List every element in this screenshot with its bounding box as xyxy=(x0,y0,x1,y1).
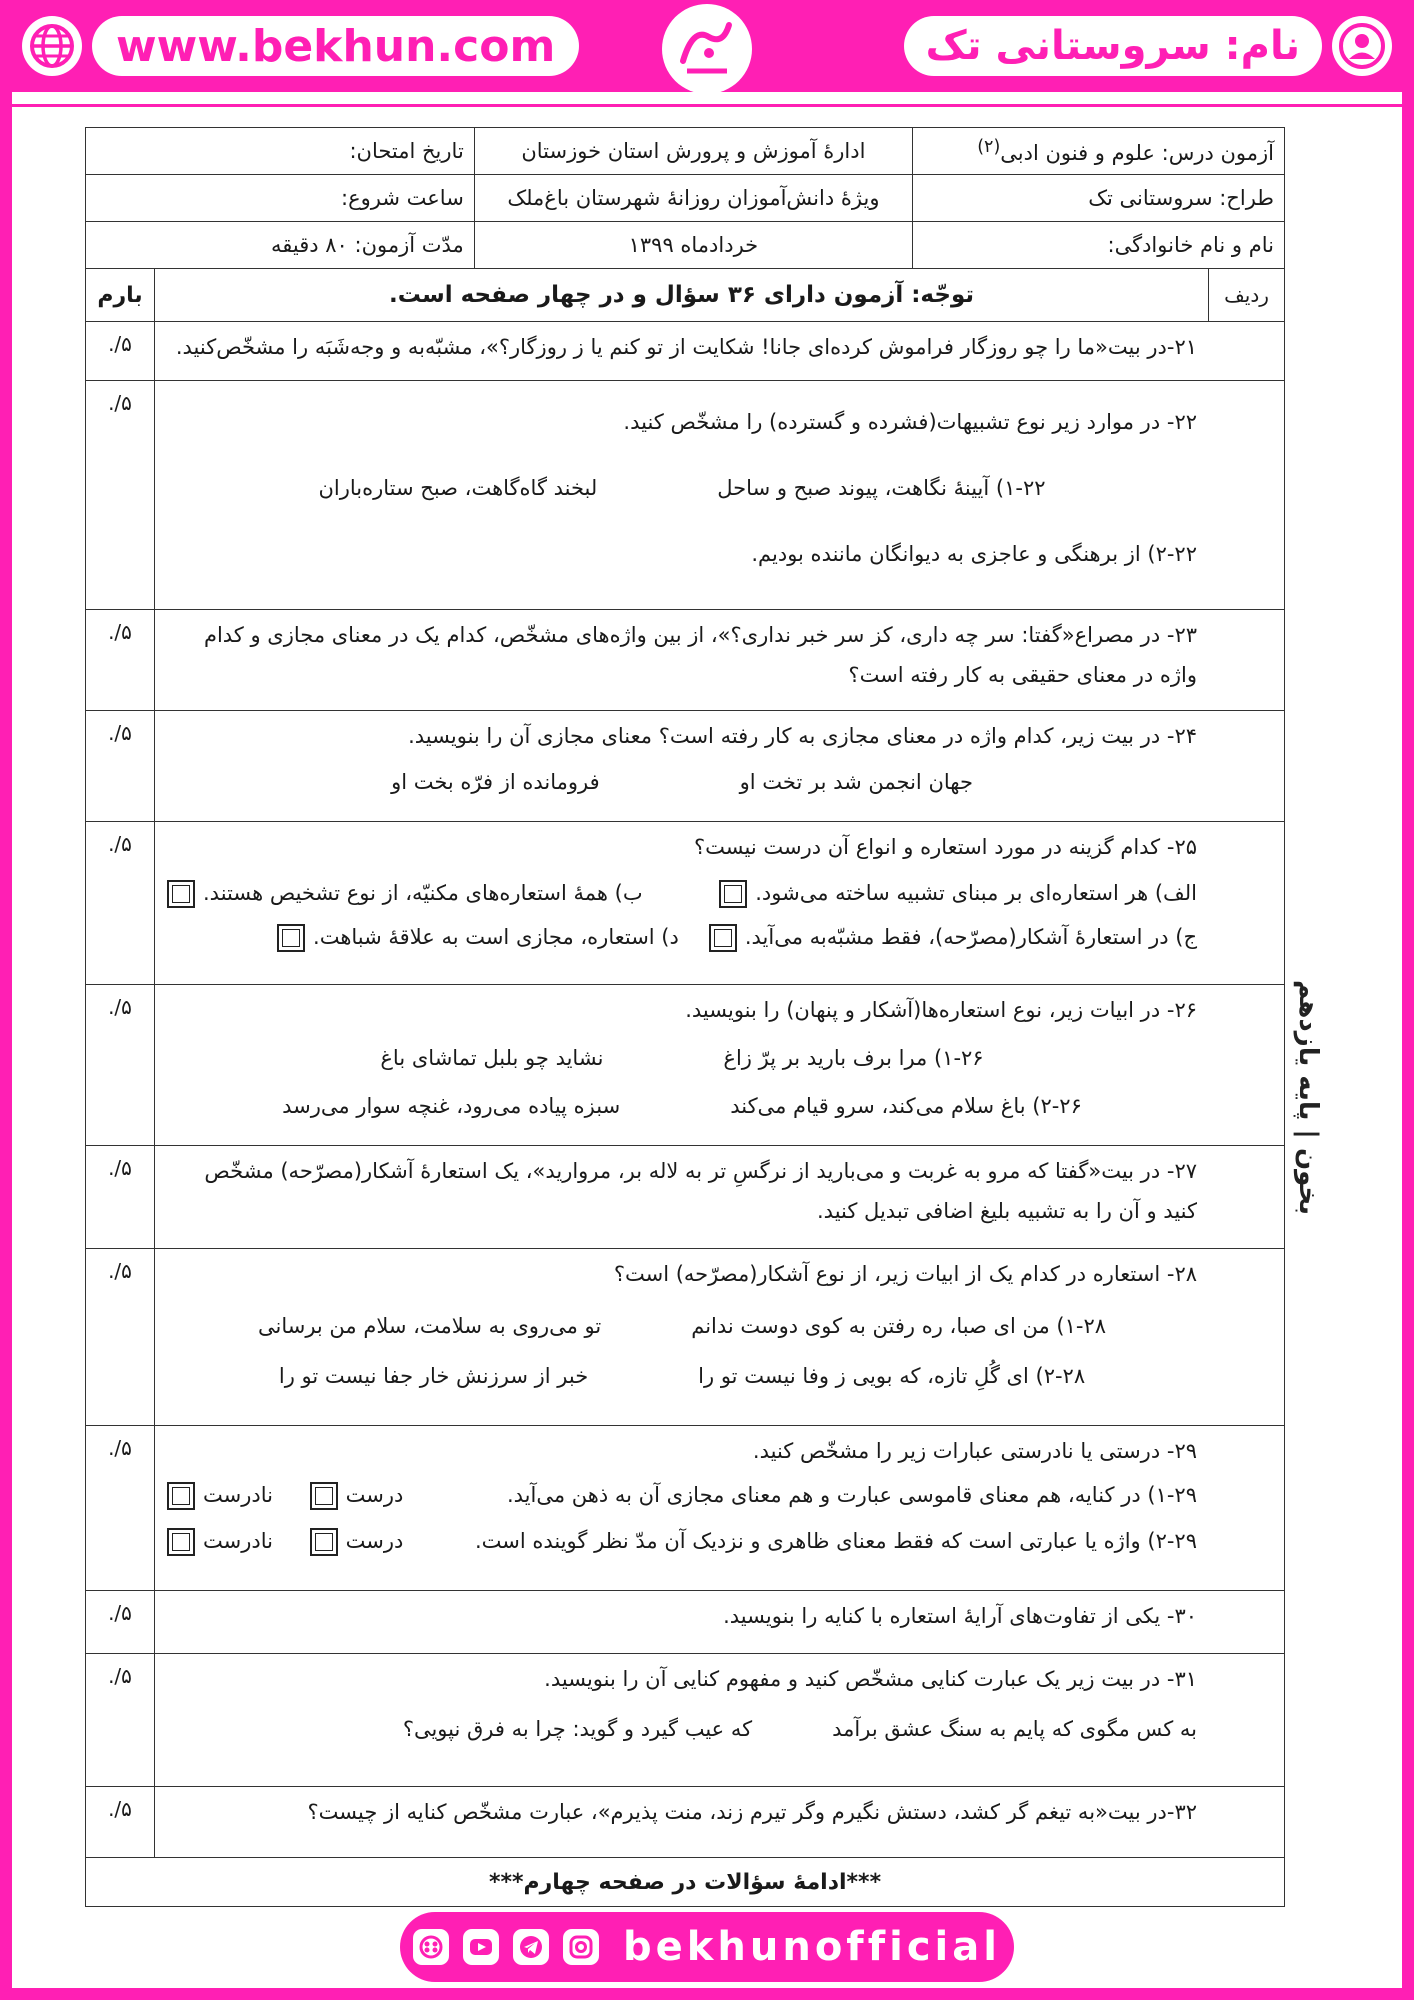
social-bar[interactable] xyxy=(400,1912,1014,1982)
exam-notice: توجّه: آزمون دارای ۳۶ سؤال و در چهار صفحه است. xyxy=(389,282,974,308)
checkbox[interactable] xyxy=(310,1482,338,1510)
false-option[interactable]: نادرست xyxy=(167,1476,273,1516)
option-a[interactable]: الف) هر استعاره‌ای بر مبنای تشبیه ساخته می‌شود. xyxy=(719,874,1197,914)
question-text: ۲۸- استعاره در کدام یک از ابیات زیر، از نوع آشکار(مصرّحه) است؟ xyxy=(613,1262,1197,1286)
name-badge xyxy=(904,16,1392,76)
question-text: ۳۰- یکی از تفاوت‌های آرایهٔ استعاره با کنایه را بنویسید. xyxy=(723,1604,1197,1628)
question-score: ۵/. xyxy=(86,322,155,380)
globe-icon xyxy=(22,16,82,76)
checkbox[interactable] xyxy=(277,924,305,952)
dept-line-1: ادارهٔ آموزش و پرورش استان خوزستان xyxy=(474,128,912,175)
question-27 xyxy=(85,1146,1285,1249)
question-29 xyxy=(85,1426,1285,1591)
question-21 xyxy=(85,322,1285,381)
brand-logo xyxy=(662,4,752,94)
question-26 xyxy=(85,985,1285,1146)
hemistich: ۱-۲۸) من ای صبا، ره رفتن به کوی دوست ندانم xyxy=(691,1313,1107,1338)
question-32 xyxy=(85,1787,1285,1858)
subject-cell: آزمون درس: علوم و فنون ادبی$^{(۲)}$ xyxy=(912,128,1284,175)
question-score: ۵/. xyxy=(86,1591,155,1653)
website-url[interactable]: www.bekhun.com xyxy=(92,16,579,76)
question-31 xyxy=(85,1654,1285,1787)
designer-cell: طراح: سروستانی تک xyxy=(912,175,1284,222)
youtube-icon[interactable] xyxy=(463,1929,499,1965)
user-icon xyxy=(1332,16,1392,76)
continue-note: ***ادامهٔ سؤالات در صفحه چهارم*** xyxy=(85,1858,1285,1907)
question-score: ۵/. xyxy=(86,1654,155,1786)
question-text: ۲۶- در ابیات زیر، نوع استعاره‌ها(آشکار و پنهان) را بنویسید. xyxy=(685,998,1197,1022)
question-score: ۵/. xyxy=(86,985,155,1145)
social-handle[interactable]: bekhunofficial xyxy=(623,1924,1001,1970)
question-25 xyxy=(85,822,1285,985)
exam-duration: مدّت آزمون: ۸۰ دقیقه xyxy=(86,222,475,269)
option-c[interactable]: ج) در استعارهٔ آشکار(مصرّحه)، فقط مشبّه‌به می‌آید. xyxy=(709,918,1197,958)
question-score: ۵/. xyxy=(86,711,155,821)
dept-line-2: ویژهٔ دانش‌آموزان روزانهٔ شهرستان باغ‌ملک xyxy=(474,175,912,222)
checkbox[interactable] xyxy=(310,1528,338,1556)
question-score: ۵/. xyxy=(86,1249,155,1425)
sub-question: ۲-۲۲) از برهنگی و عاجزی به دیوانگان ماننده بودیم. xyxy=(751,541,1197,566)
exam-header xyxy=(85,127,1285,269)
question-text: ۲۳- در مصراع«گفتا: سر چه داری، کز سر خبر نداری؟»، از بین واژه‌های مشخّص، کدام یک در معنای مجازی و کدام واژه در معنای حقیقی به کار رفته است؟ xyxy=(203,623,1197,687)
hemistich: تو می‌روی به سلامت، سلام من برسانی xyxy=(257,1313,602,1338)
question-22 xyxy=(85,381,1285,610)
hemistich: خبر از سرزنش خار جفا نیست تو را xyxy=(278,1363,589,1388)
hemistich: ۲-۲۶) باغ سلام می‌کند، سرو قیام می‌کند xyxy=(730,1093,1082,1118)
true-option[interactable]: درست xyxy=(310,1476,404,1516)
question-text: ۲۲- در موارد زیر نوع تشبیهات(فشرده و گسترده) را مشخّص کنید. xyxy=(623,410,1197,434)
start-time: ساعت شروع: xyxy=(86,175,475,222)
checkbox[interactable] xyxy=(719,880,747,908)
checkbox[interactable] xyxy=(167,880,195,908)
question-text: ۲۴- در بیت زیر، کدام واژه در معنای مجازی به کار رفته است؟ معنای مجازی آن را بنویسید. xyxy=(408,724,1197,748)
side-caption: بخون | پایه یازدهم xyxy=(1293,980,1323,1215)
question-24 xyxy=(85,711,1285,822)
question-score: ۵/. xyxy=(86,381,155,609)
website-badge[interactable] xyxy=(22,16,579,76)
question-text: ۲۱-در بیت«ما را چو روزگار فراموش کرده‌ای جانا! شکایت از تو کنم یا ز روزگار؟»، مشبّه‌به و وجه‌شَبَه را مشخّص‌کنید. xyxy=(175,335,1197,359)
radif-header: ردیف xyxy=(1208,269,1284,321)
barem-header: بارم xyxy=(86,269,155,321)
dept-line-3: خردادماه ۱۳۹۹ xyxy=(474,222,912,269)
hemistich: ۲-۲۸) ای گُلِ تازه، که بویی ز وفا نیست تو را xyxy=(698,1363,1086,1388)
question-score: ۵/. xyxy=(86,822,155,984)
question-text: ۲۹- درستی یا نادرستی عبارات زیر را مشخّص کنید. xyxy=(752,1439,1197,1463)
hemistich: جهان انجمن شد بر تخت او xyxy=(739,769,973,794)
author-name: نام: سروستانی تک xyxy=(904,16,1322,76)
telegram-icon[interactable] xyxy=(513,1929,549,1965)
hemistich: ۱-۲۲) آیینهٔ نگاهت، پیوند صبح و ساحل xyxy=(717,475,1046,500)
question-text: ۳۱- در بیت زیر یک عبارت کنایی مشخّص کنید و مفهوم کنایی آن را بنویسید. xyxy=(544,1667,1197,1691)
hemistich: فرومانده از فرّه بخت او xyxy=(391,769,600,794)
exam-date: تاریخ امتحان: xyxy=(86,128,475,175)
true-option[interactable]: درست xyxy=(310,1522,404,1562)
question-30 xyxy=(85,1591,1285,1654)
question-28 xyxy=(85,1249,1285,1426)
hemistich: ۱-۲۶) مرا برف بارید بر پرّ زاغ xyxy=(723,1045,984,1070)
student-name-cell: نام و نام خانوادگی: xyxy=(912,222,1284,269)
exam-sheet xyxy=(85,127,1285,1907)
question-23 xyxy=(85,610,1285,711)
aparat-icon[interactable] xyxy=(413,1929,449,1965)
hemistich: سبزه پیاده می‌رود، غنچه سوار می‌رسد xyxy=(282,1093,621,1118)
instagram-icon[interactable] xyxy=(563,1929,599,1965)
question-text: ۲۷- در بیت«گفتا که مرو به غربت و می‌بارید از نرگسِ تر به لاله بر، مروارید»، یک استعارهٔ آشکار(مصرّحه) مشخّص کنید و آن را به تشبیه بلیغ اضافی تبدیل کنید. xyxy=(204,1159,1197,1223)
question-score: ۵/. xyxy=(86,1426,155,1590)
option-d[interactable]: د) استعاره، مجازی است به علاقهٔ شباهت. xyxy=(277,918,679,958)
hemistich: که عیب گیرد و گوید: چرا به فرق نپویی؟ xyxy=(402,1716,753,1741)
question-score: ۵/. xyxy=(86,610,155,710)
hemistich: به کس مگوی که پایم به سنگ عشق برآمد xyxy=(832,1716,1197,1741)
checkbox[interactable] xyxy=(167,1528,195,1556)
sub-question: ۲-۲۹) واژه یا عبارتی است که فقط معنای ظاهری و نزدیک آن مدّ نظر گوینده است. xyxy=(474,1528,1197,1553)
sub-question: ۱-۲۹) در کنایه، هم معنای قاموسی عبارت و هم معنای مجازی آن به ذهن می‌آید. xyxy=(506,1482,1197,1507)
notice-row xyxy=(85,269,1285,322)
false-option[interactable]: نادرست xyxy=(167,1522,273,1562)
question-text: ۳۲-در بیت«به تیغم گر کشد، دستش نگیرم وگر تیرم زند، منت پذیرم»، عبارت مشخّص کنایه از چیست؟ xyxy=(307,1800,1197,1824)
question-score: ۵/. xyxy=(86,1146,155,1248)
hemistich: نشاید چو بلبل تماشای باغ xyxy=(380,1045,604,1070)
option-b[interactable]: ب) همهٔ استعاره‌های مکنیّه، از نوع تشخیص هستند. xyxy=(167,874,643,914)
checkbox[interactable] xyxy=(167,1482,195,1510)
question-text: ۲۵- کدام گزینه در مورد استعاره و انواع آن درست نیست؟ xyxy=(694,835,1197,859)
checkbox[interactable] xyxy=(709,924,737,952)
hemistich: لبخند گاه‌گاهت، صبح ستاره‌باران xyxy=(318,475,598,500)
question-score: ۵/. xyxy=(86,1787,155,1857)
